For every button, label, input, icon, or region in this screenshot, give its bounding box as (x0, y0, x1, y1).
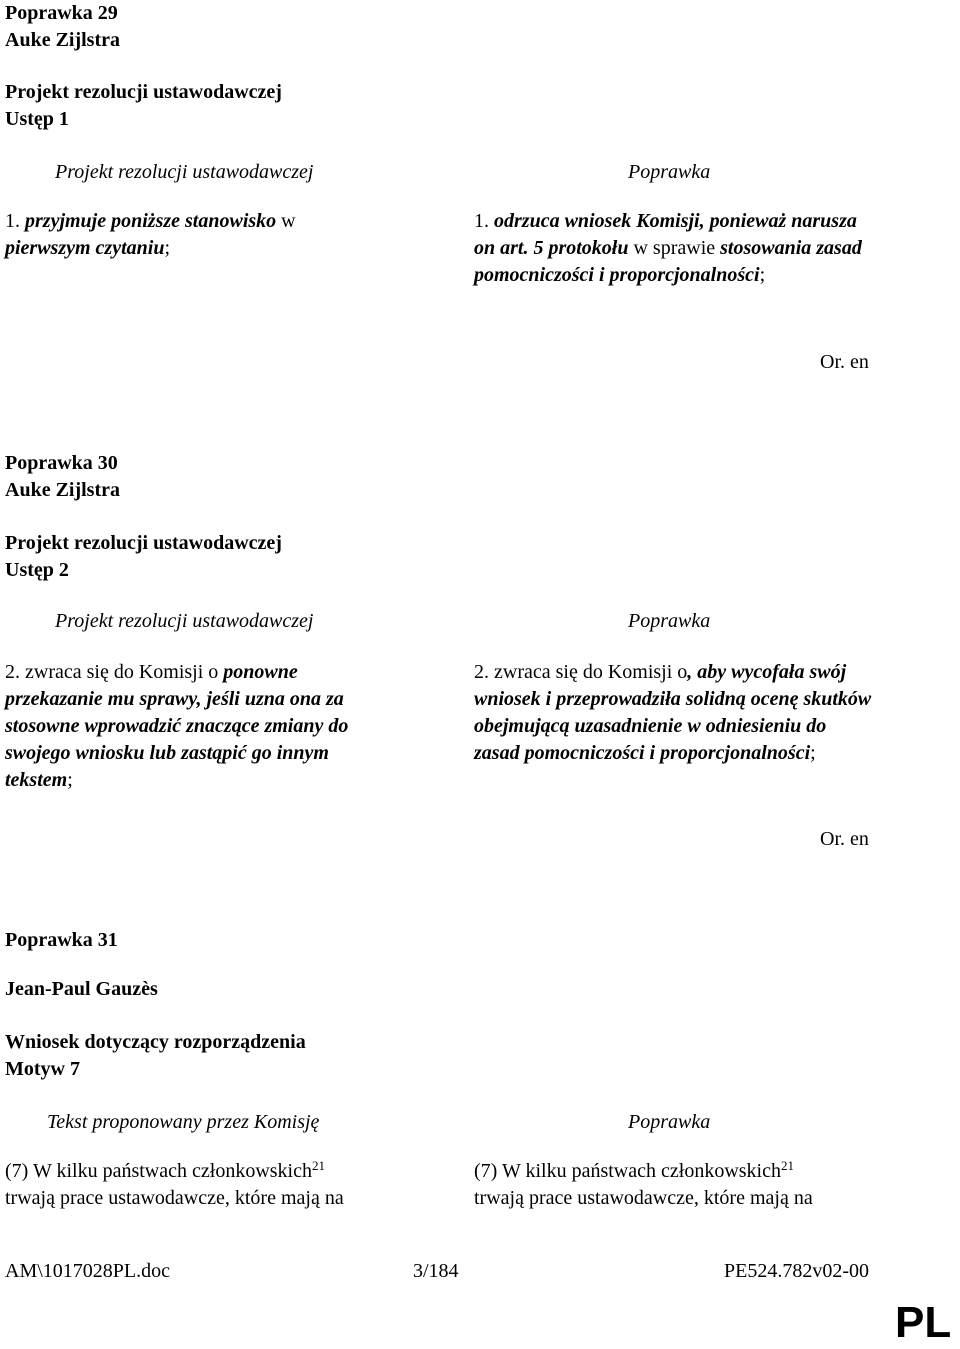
amendment-31-left-header: Tekst proponowany przez Komisję (47, 1111, 320, 1133)
text-run: trwają prace ustawodawcze, które mają na (5, 1187, 344, 1209)
text-run: przyjmuje poniższe stanowisko (25, 210, 277, 232)
amendment-30-left-header: Projekt rezolucji ustawodawczej (55, 610, 314, 632)
amendment-29-title: Poprawka 29 (5, 2, 118, 24)
amendment-30-author: Auke Zijlstra (5, 479, 120, 501)
amendment-29-left-text (5, 208, 355, 262)
amendment-30-original-language: Or. en (820, 828, 869, 850)
footer-doc-ref: AM\1017028PL.doc (5, 1260, 170, 1282)
amendment-31-right-text (474, 1158, 894, 1212)
amendment-31-right-header: Poprawka (628, 1111, 711, 1133)
amendment-29-doc: Projekt rezolucji ustawodawczej (5, 81, 282, 103)
amendment-30-right-text (474, 659, 874, 767)
text-run: trwają prace ustawodawcze, które mają na (474, 1187, 813, 1209)
amendment-30-right-header: Poprawka (628, 610, 711, 632)
text-run: ; (164, 237, 171, 259)
amendment-29-left-header: Projekt rezolucji ustawodawczej (55, 161, 314, 183)
footer-page-number: 3/184 (413, 1260, 459, 1282)
text-run: (7) W kilku państwach członkowskich (474, 1160, 781, 1182)
text-run: ponowne przekazanie mu sprawy, jeśli uzna ona za stosowne wprowadzić znaczące zmiany do swojego wniosku lub zastąpić go innym tekstem (5, 661, 349, 791)
text-run: w sprawie (628, 237, 721, 259)
amendment-31-left-text (5, 1158, 425, 1212)
text-run: odrzuca wniosek Komisji, ponieważ narusza on art. 5 protokołu (474, 210, 857, 259)
text-run: 1. (5, 210, 25, 232)
amendment-30-section: Ustęp 2 (5, 559, 69, 581)
text-run: , aby wycofała swój wniosek i przeprowadziła solidną ocenę skutków obejmującą uzasadnienie w odniesieniu do zasad pomocniczości i proporcjonalności (474, 661, 872, 764)
footer-pe-ref: PE524.782v02-00 (724, 1260, 869, 1282)
text-run: 1. (474, 210, 494, 232)
text-run: 2. zwraca się do Komisji o (5, 661, 224, 683)
amendment-30-doc: Projekt rezolucji ustawodawczej (5, 532, 282, 554)
amendment-31-title: Poprawka 31 (5, 929, 118, 951)
amendment-29-right-header: Poprawka (628, 161, 711, 183)
text-run: ; (810, 742, 816, 764)
amendment-31-doc: Wniosek dotyczący rozporządzenia (5, 1031, 306, 1053)
text-run: stosowania zasad pomocniczości i proporcjonalności (474, 237, 862, 286)
amendment-30-left-text (5, 659, 397, 794)
text-run: pierwszym czytaniu (5, 237, 165, 259)
amendment-29-author: Auke Zijlstra (5, 29, 120, 51)
amendment-31-author: Jean-Paul Gauzès (5, 978, 158, 1000)
text-run: 2. zwraca się do Komisji o (474, 661, 688, 683)
amendment-29-right-text (474, 208, 874, 289)
language-code: PL (895, 1298, 952, 1347)
amendment-29-original-language: Or. en (820, 351, 869, 373)
text-run: w (276, 210, 296, 232)
text-run: ; (759, 264, 766, 286)
footnote-ref: 21 (311, 1158, 325, 1173)
text-run: ; (67, 769, 73, 791)
amendment-30-title: Poprawka 30 (5, 452, 118, 474)
amendment-31-section: Motyw 7 (5, 1058, 80, 1080)
text-run: (7) W kilku państwach członkowskich (5, 1160, 312, 1182)
amendment-29-section: Ustęp 1 (5, 108, 69, 130)
footnote-ref: 21 (780, 1158, 794, 1173)
